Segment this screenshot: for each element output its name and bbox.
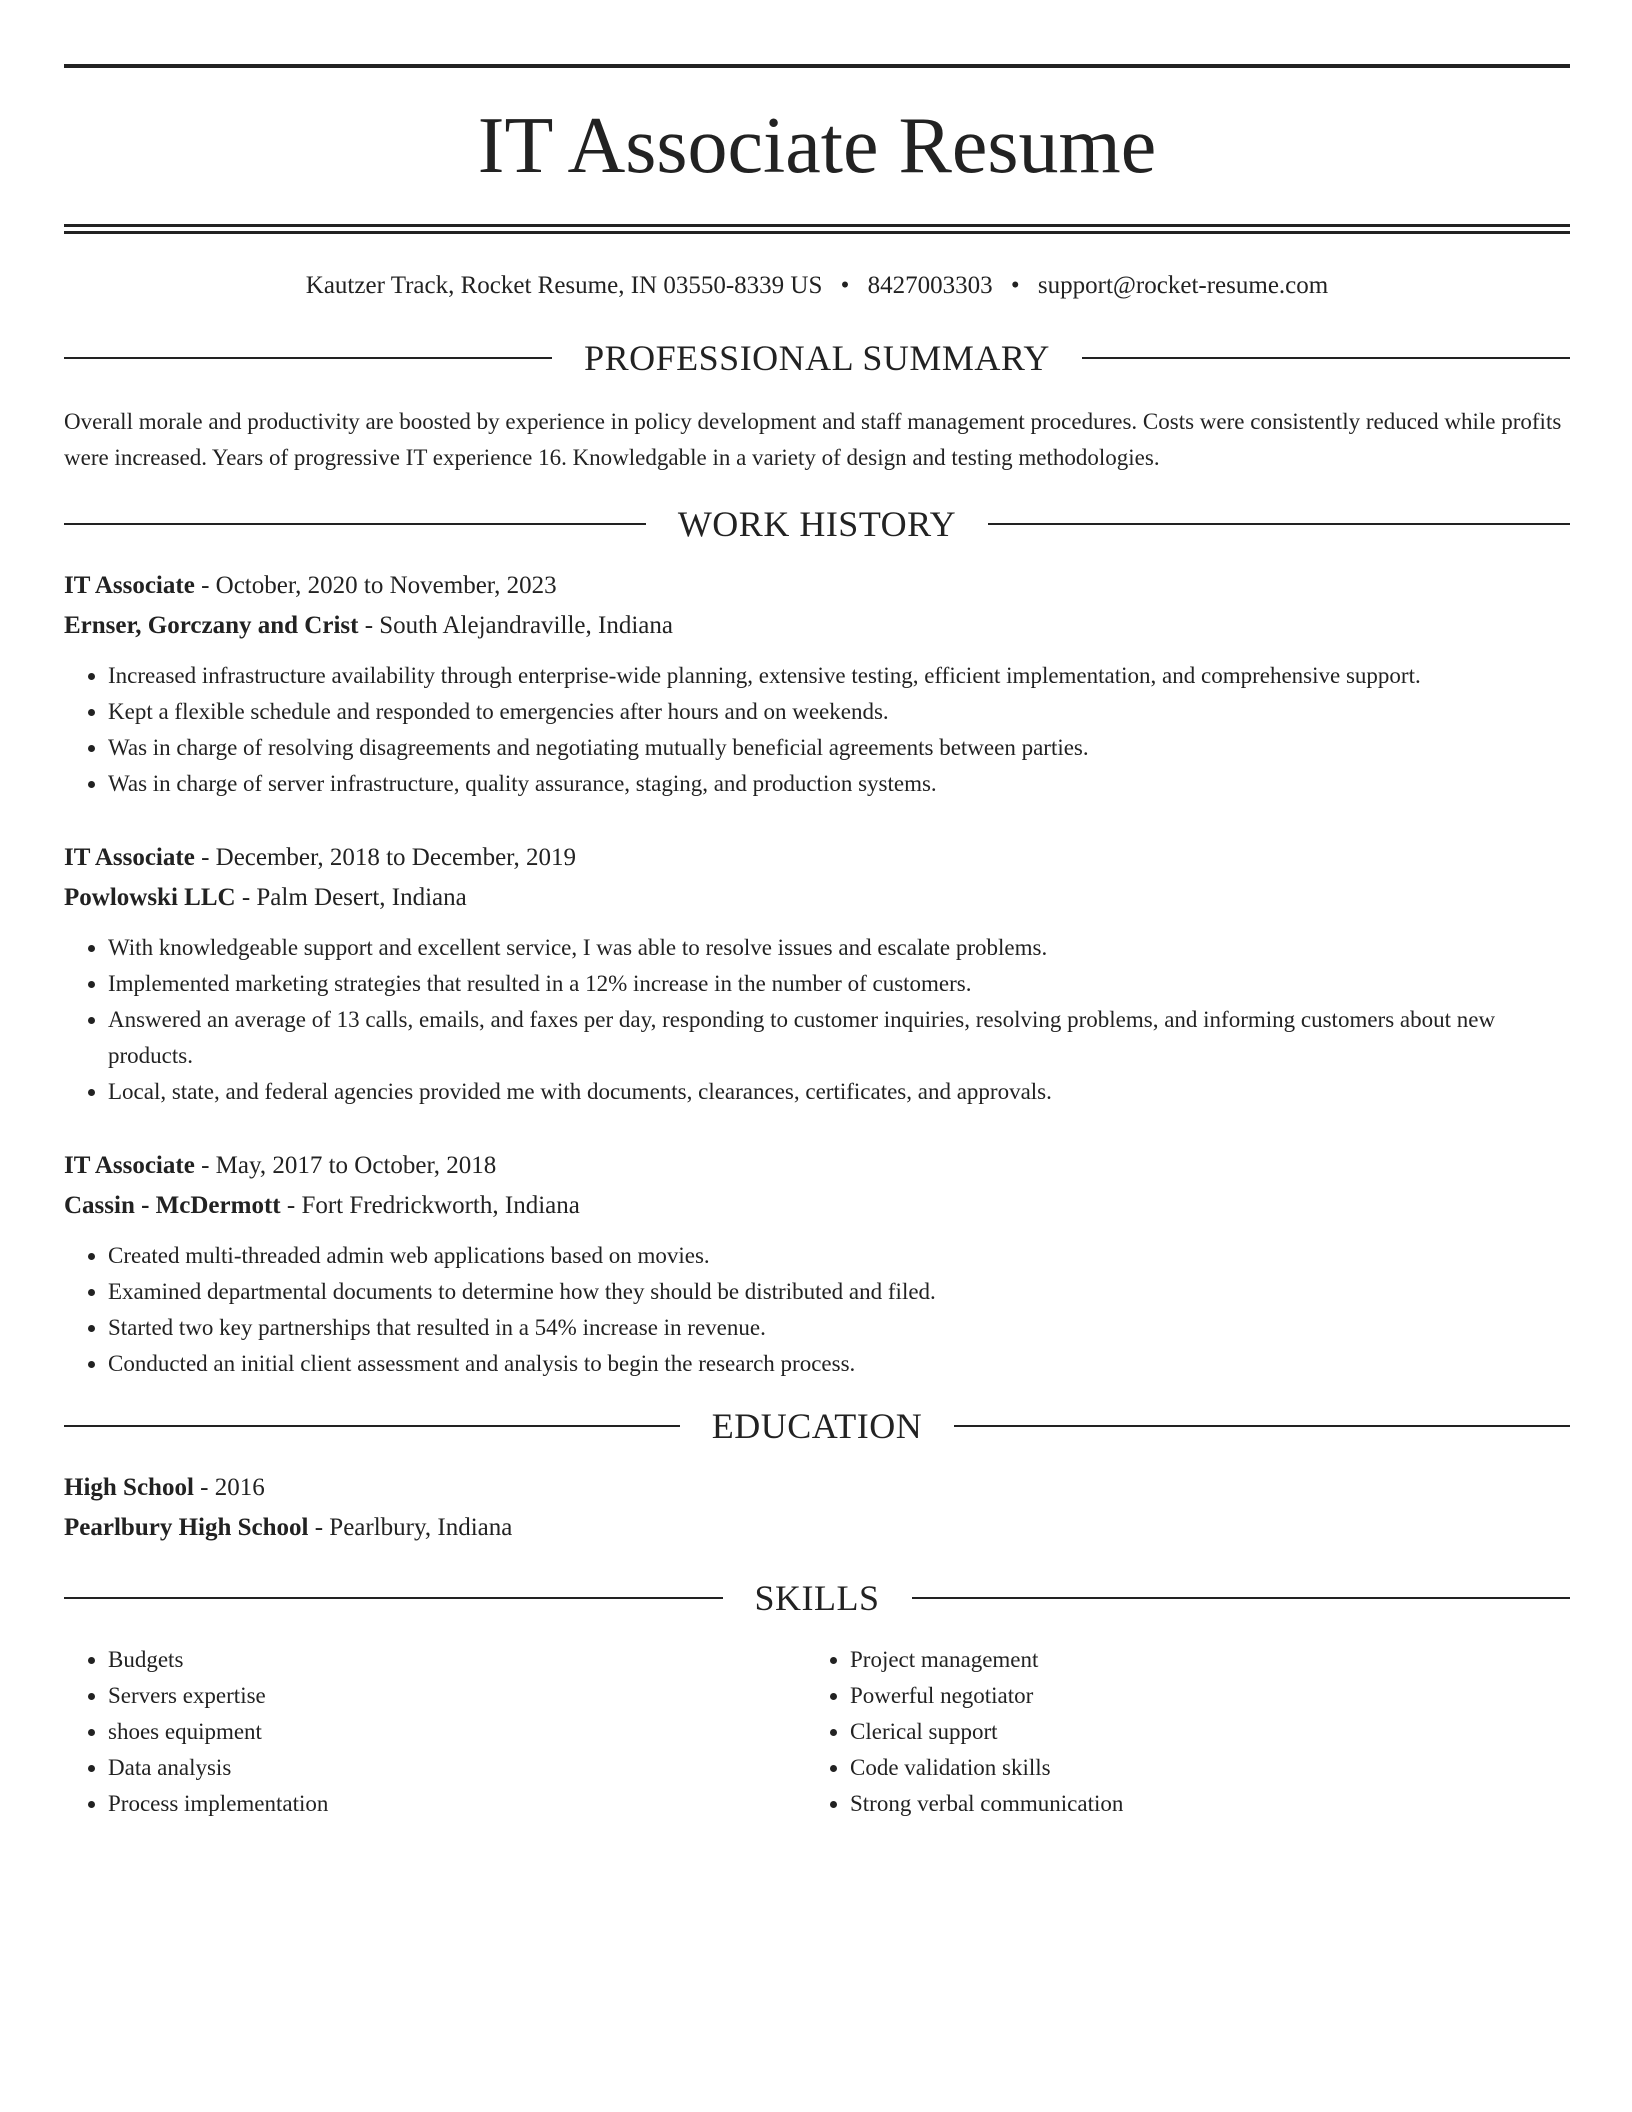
job-title: IT Associate [64, 844, 195, 871]
education-location: Pearlbury, Indiana [329, 1514, 513, 1541]
job-company-line: Cassin - McDermott - Fort Fredrickworth, Indiana [64, 1192, 580, 1219]
education-degree-line: High School - 2016 [64, 1474, 265, 1501]
top-rule [64, 64, 1570, 68]
contact-address: Kautzer Track, Rocket Resume, IN 03550-8339 US [305, 272, 823, 299]
skills-columns [64, 1642, 1570, 1822]
heading-rule-left [64, 357, 552, 359]
skill-item: • Powerful negotiator [850, 1678, 1548, 1714]
job-location: Palm Desert, Indiana [256, 884, 467, 911]
resume-content [64, 64, 1570, 1822]
contact-line [64, 270, 1570, 302]
contact-email: support@rocket-resume.com [1037, 272, 1329, 299]
skill-item: • Strong verbal communication [850, 1786, 1548, 1822]
heading-rule-right [912, 1597, 1571, 1599]
job-company-line: Powlowski LLC - Palm Desert, Indiana [64, 884, 467, 911]
work-history-heading-label: WORK HISTORY [677, 504, 957, 544]
skills-heading-label: SKILLS [754, 1578, 880, 1618]
education-heading-label: EDUCATION [711, 1406, 923, 1446]
job-company: Powlowski LLC [64, 884, 236, 911]
job-bullet: • Examined departmental documents to determine how they should be distributed and filed. [108, 1274, 1570, 1310]
job-bullet: • Local, state, and federal agencies provided me with documents, clearances, certificates, and approvals. [108, 1074, 1570, 1110]
job-bullet: • Created multi-threaded admin web applications based on movies. [108, 1238, 1570, 1274]
education-year: 2016 [214, 1474, 265, 1501]
heading-rule-left [64, 1425, 680, 1427]
job-location: South Alejandraville, Indiana [379, 612, 673, 639]
job-title-line: IT Associate - December, 2018 to December, 2019 [64, 844, 577, 871]
job-bullets [64, 1238, 1570, 1382]
contact-separator: • [840, 272, 850, 299]
heading-rule-right [954, 1425, 1570, 1427]
work-history-heading [64, 504, 1570, 544]
contact-separator: • [1010, 272, 1020, 299]
job-bullet: • Answered an average of 13 calls, emails, and faxes per day, responding to customer inquiries, resolving problems, and informing customers about new products. [108, 1002, 1570, 1074]
heading-rule-right [1082, 357, 1570, 359]
title-double-rule [64, 224, 1570, 234]
skill-item: • Clerical support [850, 1714, 1548, 1750]
job-company: Ernser, Gorczany and Crist [64, 612, 359, 639]
skill-item: • Code validation skills [850, 1750, 1548, 1786]
skills-right-column [806, 1642, 1548, 1822]
education-heading [64, 1406, 1570, 1446]
skills-heading [64, 1578, 1570, 1618]
job-title-line: IT Associate - May, 2017 to October, 2018 [64, 1152, 497, 1179]
summary-heading-label: PROFESSIONAL SUMMARY [584, 338, 1050, 378]
skills-list-right [806, 1642, 1548, 1822]
heading-rule-left [64, 1597, 723, 1599]
job-title-line: IT Associate - October, 2020 to November, 2023 [64, 572, 557, 599]
job-bullet: • Was in charge of server infrastructure, quality assurance, staging, and production systems. [108, 766, 1570, 802]
skill-item: • Project management [850, 1642, 1548, 1678]
job-bullet: • Implemented marketing strategies that resulted in a 12% increase in the number of customers. [108, 966, 1570, 1002]
job-title: IT Associate [64, 1152, 195, 1179]
job-dates: October, 2020 to November, 2023 [215, 572, 557, 599]
job-dates: May, 2017 to October, 2018 [215, 1152, 497, 1179]
skill-item: • shoes equipment [108, 1714, 806, 1750]
job-bullets [64, 930, 1570, 1110]
job-bullet: • Increased infrastructure availability through enterprise-wide planning, extensive testing, efficient implementation, and comprehensive support. [108, 658, 1570, 694]
contact-phone: 8427003303 [867, 272, 993, 299]
job-company-line: Ernser, Gorczany and Crist - South Alejandraville, Indiana [64, 612, 673, 639]
skill-item: • Process implementation [108, 1786, 806, 1822]
job-title: IT Associate [64, 572, 195, 599]
summary-text: Overall morale and productivity are boosted by experience in policy development and staff management procedures. Costs were consistently reduced while profits were increased. Years of progressive IT experience 16. Knowledgable in a variety of design and testing methodologies. [64, 409, 1562, 470]
education-entry [64, 1468, 1570, 1548]
job-entry [64, 1146, 1570, 1382]
skills-list-left [64, 1642, 806, 1822]
job-location: Fort Fredrickworth, Indiana [301, 1192, 580, 1219]
heading-rule-left [64, 523, 646, 525]
skills-left-column [64, 1642, 806, 1822]
job-bullets [64, 658, 1570, 802]
skill-item: • Data analysis [108, 1750, 806, 1786]
job-bullet: • Conducted an initial client assessment and analysis to begin the research process. [108, 1346, 1570, 1382]
job-entry [64, 566, 1570, 802]
job-bullet: • Was in charge of resolving disagreements and negotiating mutually beneficial agreements between parties. [108, 730, 1570, 766]
job-bullet: • Kept a flexible schedule and responded to emergencies after hours and on weekends. [108, 694, 1570, 730]
heading-rule-right [988, 523, 1570, 525]
page-title: IT Associate Resume [477, 102, 1157, 190]
job-company: Cassin - McDermott [64, 1192, 281, 1219]
skill-item: • Servers expertise [108, 1678, 806, 1714]
job-bullet: • Started two key partnerships that resulted in a 54% increase in revenue. [108, 1310, 1570, 1346]
summary-heading [64, 338, 1570, 378]
education-school-line: Pearlbury High School - Pearlbury, Indiana [64, 1514, 513, 1541]
job-entry [64, 838, 1570, 1110]
job-bullet: • With knowledgeable support and excellent service, I was able to resolve issues and escalate problems. [108, 930, 1570, 966]
education-school: Pearlbury High School [64, 1514, 309, 1541]
skill-item: • Budgets [108, 1642, 806, 1678]
job-dates: December, 2018 to December, 2019 [215, 844, 577, 871]
education-degree: High School [64, 1474, 194, 1501]
